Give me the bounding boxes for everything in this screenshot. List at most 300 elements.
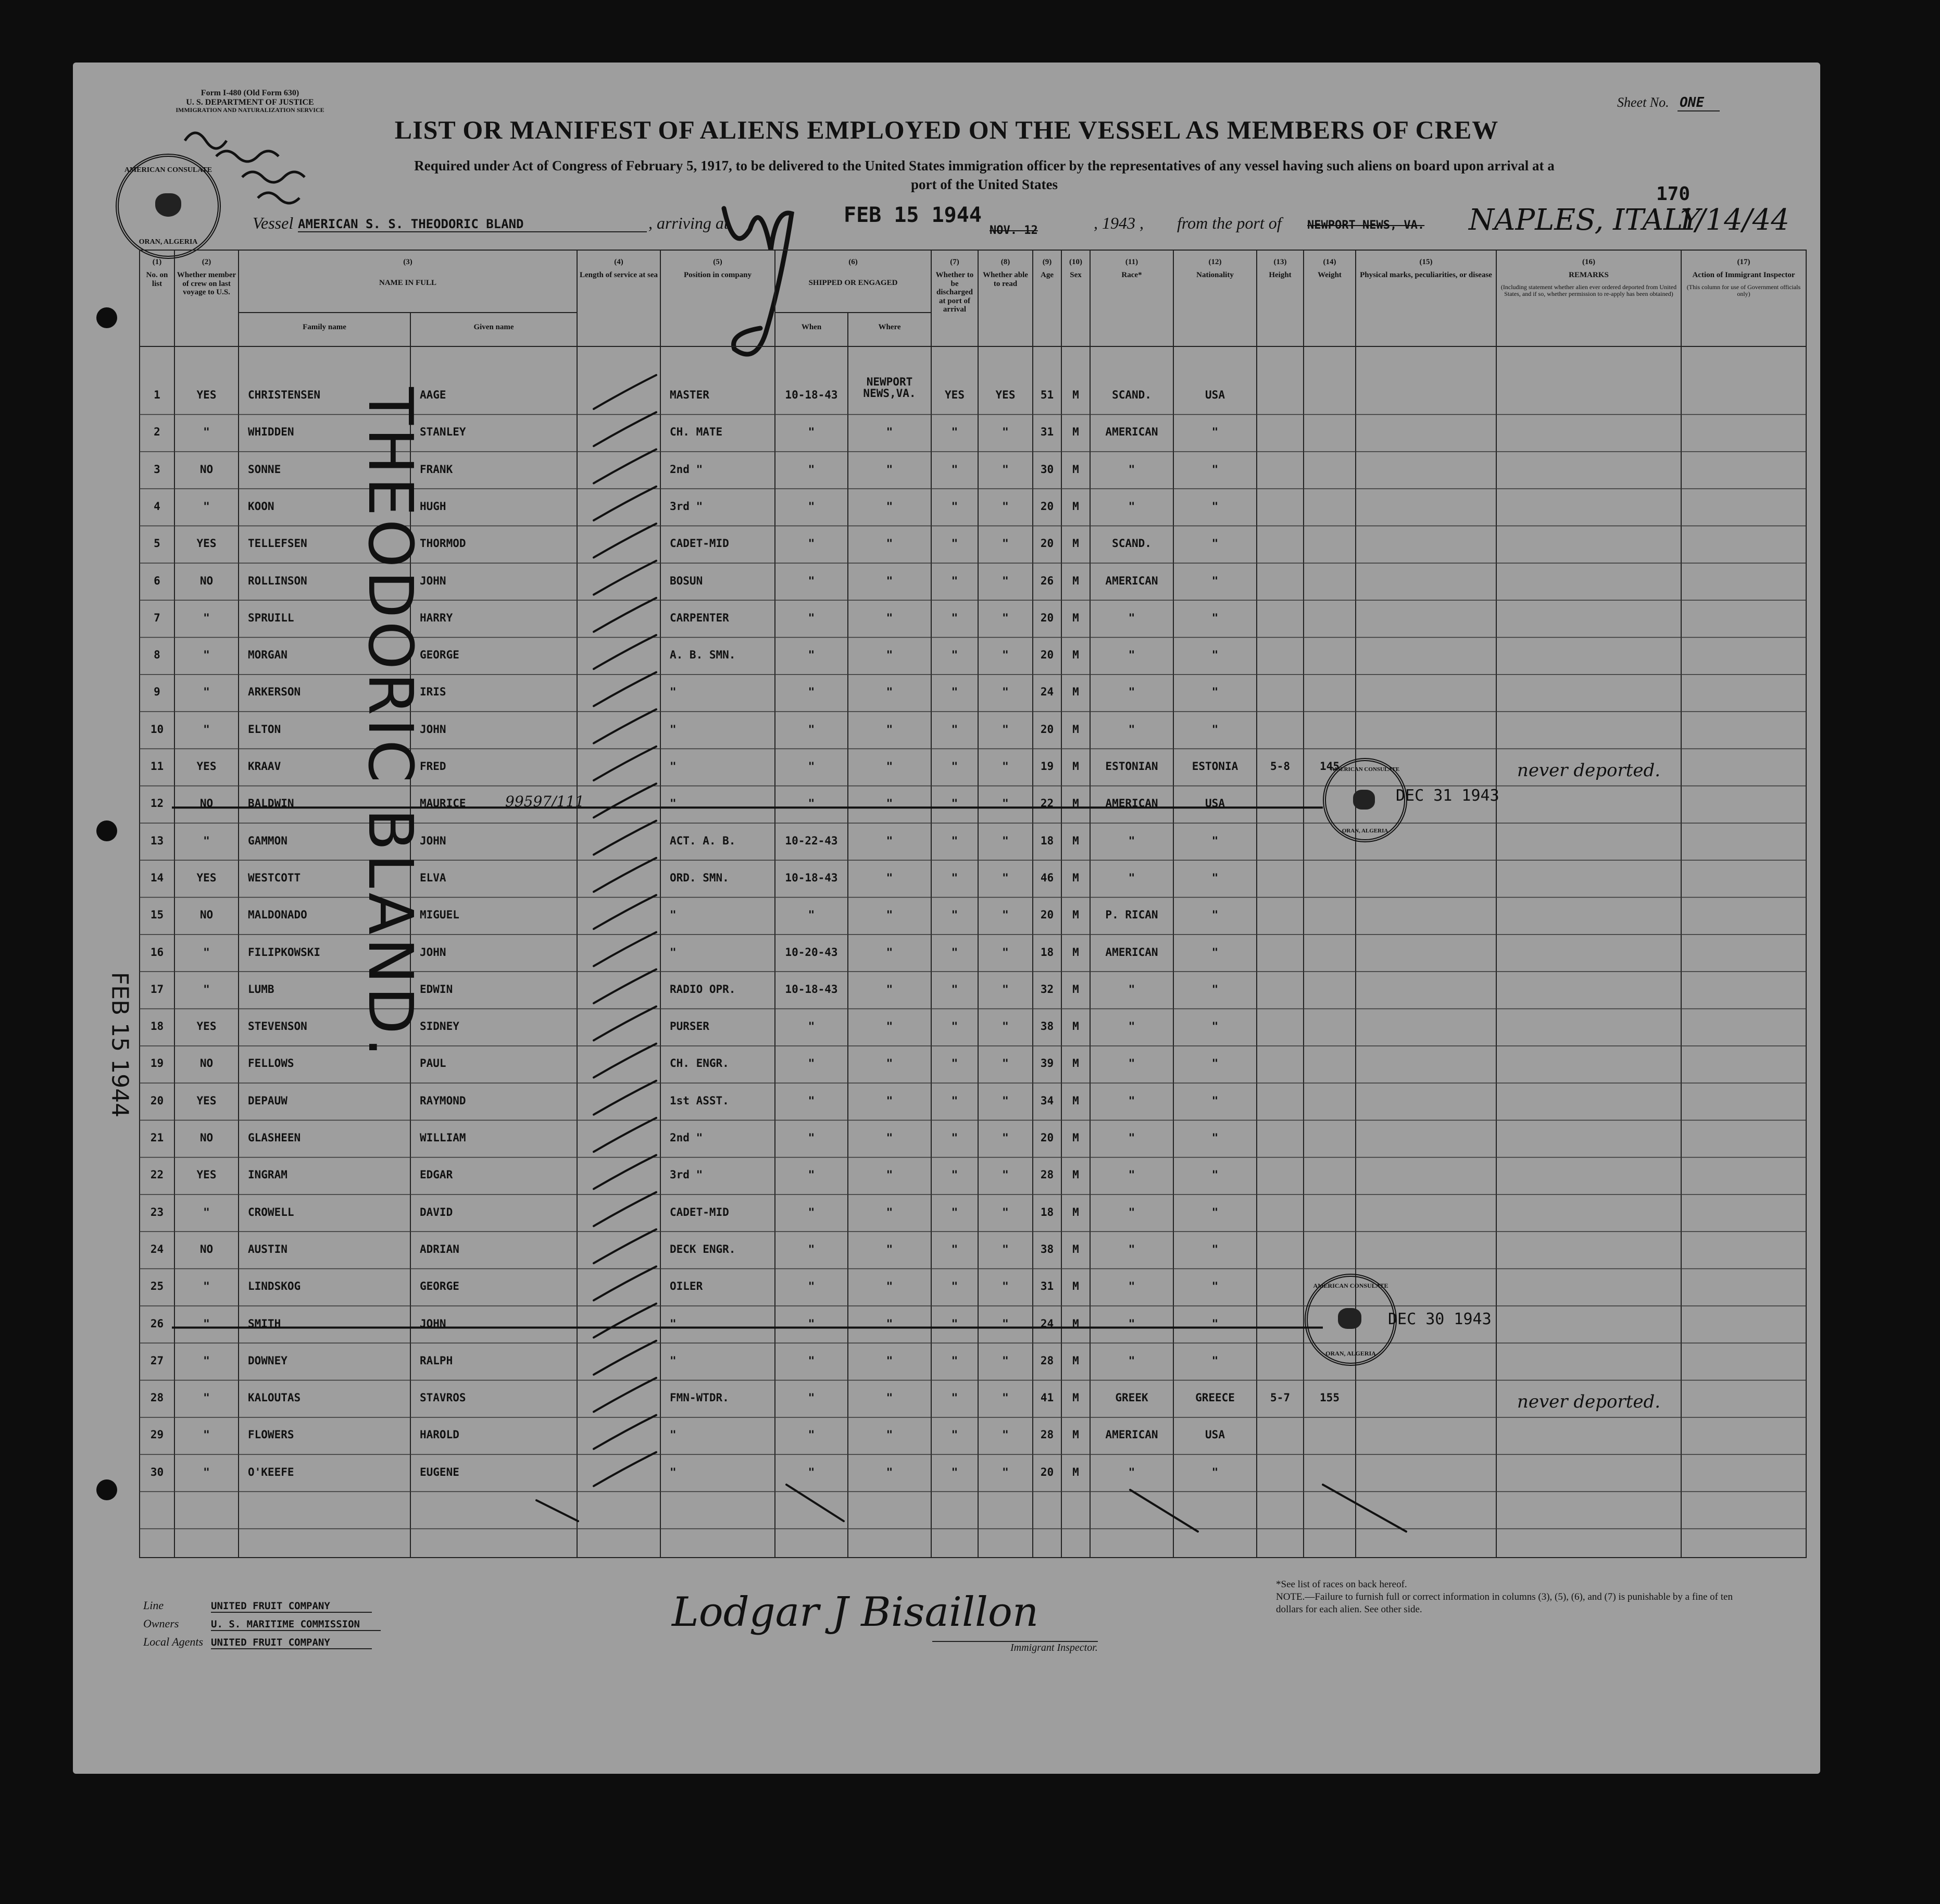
cell-sex: M [1072,1317,1079,1330]
cell-sex: M [1072,871,1079,884]
service-length-mark [594,1378,656,1412]
cell-race: " [1128,1020,1135,1033]
cell-disch: " [951,1057,958,1070]
cell-read: " [1002,1057,1009,1070]
column-subheader-c6b: Where [878,323,901,331]
cell-given: JOHN [420,574,446,587]
cell-prev: YES [196,537,217,550]
cell-no: 20 [150,1094,164,1107]
cell-disch: " [951,500,958,513]
cell-no: 22 [150,1168,164,1181]
cell-read: " [1002,1317,1009,1330]
service-length-mark [594,524,656,557]
cell-no: 18 [150,1020,164,1033]
cell-age: 28 [1040,1168,1054,1181]
cell-nat: " [1211,686,1219,699]
seal-bottom-text: ORAN, ALGERIA [139,238,198,246]
cell-no: 5 [154,537,160,550]
column-header-c14: Weight [1318,271,1342,279]
cell-disch: " [951,1168,958,1181]
column-header-c17: Action of Immigrant Inspector [1692,271,1795,279]
column-number: (16) [1582,258,1595,266]
page-title: LIST OR MANIFEST OF ALIENS EMPLOYED ON THE VESSEL AS MEMBERS OF CREW [394,115,1499,144]
column-number: (2) [202,258,211,266]
cell-race: SCAND. [1112,537,1152,550]
column-header-c5: Position in company [683,271,752,279]
cell-given: FRANK [420,463,453,476]
cell-when: " [808,797,815,810]
cell-family: DOWNEY [248,1354,287,1367]
cell-sex: M [1072,500,1079,513]
cell-when: " [808,1057,815,1070]
cell-age: 20 [1040,649,1054,662]
cell-given: EDGAR [420,1168,453,1181]
cell-given: WILLIAM [420,1131,466,1144]
cell-disch: " [951,723,958,736]
cell-age: 20 [1040,537,1054,550]
cell-when: " [808,723,815,736]
cell-pos: CARPENTER [670,611,729,624]
cell-family: KOON [248,500,274,513]
cell-read: YES [995,389,1016,401]
cell-sex: M [1072,834,1079,847]
service-length-mark [594,1118,656,1152]
cell-no: 15 [150,909,164,922]
cell-read: " [1002,1205,1009,1218]
cell-age: 22 [1040,797,1054,810]
cell-disch: " [951,1317,958,1330]
subtitle-line-1: Required under Act of Congress of February 5, 1917, to be delivered to the United States immigration officer by the representatives of any vessel having such aliens on board upon arrival at a [414,158,1555,173]
cell-family: WHIDDEN [248,426,294,439]
department: U. S. DEPARTMENT OF JUSTICE [186,97,314,107]
cell-family: LINDSKOG [248,1280,301,1293]
cell-prev: YES [196,1168,217,1181]
cell-disch: " [951,1131,958,1144]
cell-disch: " [951,1354,958,1367]
cell-given: HAROLD [420,1428,459,1441]
cell-where: " [886,1317,893,1330]
cell-age: 19 [1040,760,1054,773]
cell-remarks: never deported. [1517,760,1661,781]
cell-when: " [808,686,815,699]
cell-where: " [886,649,893,662]
cell-nat: " [1211,649,1219,662]
cell-given: IRIS [420,686,446,699]
cell-race: " [1128,834,1135,847]
cell-when: 10-18-43 [785,982,838,995]
cell-race: " [1128,649,1135,662]
cell-age: 20 [1040,723,1054,736]
year-text: , 1943 , [1094,214,1144,232]
cell-where: " [886,1428,893,1441]
cell-when: " [808,1428,815,1441]
cell-nat: " [1211,500,1219,513]
cell-nat: " [1211,426,1219,439]
cell-read: " [1002,834,1009,847]
cell-given: ADRIAN [420,1242,459,1255]
cell-family: FLOWERS [248,1428,294,1441]
cell-family: WESTCOTT [248,871,301,884]
column-header-c11: Race* [1121,271,1142,279]
cell-no: 26 [150,1317,164,1330]
cell-race: " [1128,463,1135,476]
sheet-no-value: ONE [1678,95,1720,111]
cell-prev: " [203,982,210,995]
service-length-mark [594,1304,656,1338]
cell-age: 24 [1040,686,1054,699]
cell-sex: M [1072,649,1079,662]
cell-where: " [886,1020,893,1033]
cell-age: 41 [1040,1391,1054,1404]
cell-height: 5-7 [1270,1391,1290,1404]
cell-race: SCAND. [1112,389,1152,401]
cell-sex: M [1072,1205,1079,1218]
cell-no: 9 [154,686,160,699]
footer-notes [1276,1578,1739,1615]
cell-given: GEORGE [420,1280,459,1293]
cell-pos: PURSER [670,1020,709,1033]
column-header-c16: REMARKS [1569,271,1609,279]
cell-given: RAYMOND [420,1094,466,1107]
cell-nat: " [1211,1168,1219,1181]
column-subheader-c6a: When [801,323,822,331]
column-number: (7) [950,258,959,266]
cell-no: 7 [154,611,160,624]
column-header-c13: Height [1269,271,1292,279]
cell-nat: " [1211,1354,1219,1367]
cell-given: AAGE [420,389,446,401]
cell-age: 20 [1040,1465,1054,1478]
cell-no: 4 [154,500,160,513]
cell-age: 26 [1040,574,1054,587]
vessel-name: AMERICAN S. S. THEODORIC BLAND [298,217,647,232]
column-header-c3: NAME IN FULL [379,279,436,287]
cell-given: DAVID [420,1205,453,1218]
cell-where: " [886,723,893,736]
cell-weight: 145 [1320,760,1340,773]
cell-read: " [1002,686,1009,699]
cell-given: MIGUEL [420,909,459,922]
cell-race: AMERICAN [1105,426,1158,439]
cell-sex: M [1072,909,1079,922]
penalty-note: NOTE.—Failure to furnish full or correct information in columns (3), (5), (6), and (7) is punishable by a fine of ten dollars for each alien. See other side. [1276,1591,1733,1615]
cell-when: " [808,1317,815,1330]
cell-no: 10 [150,723,164,736]
cell-family: GAMMON [248,834,287,847]
cell-prev: " [203,834,210,847]
cell-age: 39 [1040,1057,1054,1070]
cell-sex: M [1072,1057,1079,1070]
cell-nat: " [1211,611,1219,624]
column-subheader-c17: (This column for use of Government officials only) [1686,283,1801,298]
cell-family: MALDONADO [248,909,307,922]
cell-family: SONNE [248,463,281,476]
column-header-c6: SHIPPED OR ENGAGED [808,279,898,287]
cell-where: " [886,611,893,624]
cell-age: 46 [1040,871,1054,884]
cell-family: GLASHEEN [248,1131,301,1144]
cell-given: FRED [420,760,446,773]
cell-sex: M [1072,686,1079,699]
cell-when: " [808,1242,815,1255]
column-header-c12: Nationality [1196,271,1234,279]
cell-no: 3 [154,463,160,476]
cell-where: " [886,1094,893,1107]
cell-race: " [1128,982,1135,995]
cell-prev: YES [196,1094,217,1107]
cell-family: LUMB [248,982,274,995]
cell-disch: " [951,574,958,587]
column-header-c8: Whether able to read [983,271,1028,288]
cell-disch: " [951,945,958,959]
cell-pos: 3rd " [670,500,703,513]
cell-read: " [1002,649,1009,662]
cell-given: EUGENE [420,1465,459,1478]
cell-read: " [1002,909,1009,922]
cell-when: " [808,574,815,587]
cell-family: STEVENSON [248,1020,307,1033]
cell-no: 19 [150,1057,164,1070]
cell-where: " [886,1057,893,1070]
cell-no: 16 [150,945,164,959]
cell-where: " [886,1131,893,1144]
column-number: (4) [614,258,623,266]
cell-pos: RADIO OPR. [670,982,736,995]
cell-read: " [1002,426,1009,439]
cell-given: MAURICE [420,797,466,810]
cell-given: ELVA [420,871,446,884]
cell-pos: A. B. SMN. [670,649,736,662]
cell-race: " [1128,1057,1135,1070]
service-length-mark [594,821,656,855]
cell-sex: M [1072,1465,1079,1478]
subtitle-line-2: port of the United States [911,177,1058,193]
cell-when: 10-18-43 [785,871,838,884]
cell-sex: M [1072,1391,1079,1404]
cell-sex: M [1072,426,1079,439]
cell-disch: " [951,537,958,550]
cell-where: " [886,1465,893,1478]
cell-no: 25 [150,1280,164,1293]
line-label: Line [143,1599,164,1612]
cell-read: " [1002,1280,1009,1293]
cell-race: " [1128,1280,1135,1293]
cell-where: " [886,760,893,773]
consulate-stamp-2 [1305,1274,1397,1366]
cell-prev: " [203,686,210,699]
cell-disch: " [951,982,958,995]
cell-disch: YES [945,389,965,401]
cell-sex: M [1072,945,1079,959]
cell-when: " [808,1465,815,1478]
cell-when: " [808,649,815,662]
cell-where: " [886,1391,893,1404]
cell-family: KALOUTAS [248,1391,301,1404]
arriving-label: , arriving at [648,214,729,232]
column-number: (8) [1000,258,1010,266]
cell-read: " [1002,1428,1009,1441]
cell-pos: " [670,909,677,922]
line-value: UNITED FRUIT COMPANY [211,1600,372,1613]
closing-mark [536,1500,578,1521]
cell-family: ROLLINSON [248,574,307,587]
cell-given: GEORGE [420,649,459,662]
cell-family: ARKERSON [248,686,301,699]
cell-nat: " [1211,982,1219,995]
stamp-1-bottom-text: ORAN, ALGERIA [1342,828,1388,834]
cell-pos: 1st ASST. [670,1094,729,1107]
cell-given: SIDNEY [420,1020,459,1033]
cell-sex: M [1072,1131,1079,1144]
from-port-struck: NEWPORT NEWS, VA. [1307,219,1425,232]
cell-family: MORGAN [248,649,287,662]
cell-age: 31 [1040,1280,1054,1293]
cell-disch: " [951,426,958,439]
cell-pos: 2nd " [670,1131,703,1144]
cell-disch: " [951,834,958,847]
cell-race: P. RICAN [1105,909,1158,922]
column-subheader-c16: (Including statement whether alien ever ordered deported from United States, and if so, whether permission to re-apply has been obtained) [1500,283,1677,298]
cell-when: " [808,1205,815,1218]
agents-value: UNITED FRUIT COMPANY [211,1637,372,1649]
cell-race: " [1128,1354,1135,1367]
cell-no: 1 [154,389,160,401]
cell-age: 20 [1040,611,1054,624]
cell-nat: GREECE [1195,1391,1235,1404]
service-length-mark [594,1155,656,1189]
column-number: (9) [1042,258,1052,266]
cell-disch: " [951,686,958,699]
cell-family: FILIPKOWSKI [248,945,321,959]
closing-mark [1130,1490,1198,1532]
cell-nat: USA [1205,797,1225,810]
service-length-mark [594,1452,656,1486]
from-port-label: from the port of [1177,214,1282,232]
eagle-icon [1338,1308,1361,1329]
stamp-date-1: DEC 31 1943 [1396,787,1499,805]
service-length-mark [594,561,656,595]
cell-nat: " [1211,463,1219,476]
cell-nat: " [1211,1205,1219,1218]
service-length-mark [594,932,656,966]
cell-disch: " [951,1465,958,1478]
cell-read: " [1002,611,1009,624]
cell-read: " [1002,1391,1009,1404]
cell-race: " [1128,611,1135,624]
cell-disch: " [951,909,958,922]
cell-race: " [1128,1317,1135,1330]
cell-pos: DECK ENGR. [670,1242,736,1255]
from-port-handwritten: NAPLES, ITALY [1469,203,1700,237]
cell-where: " [886,463,893,476]
cell-nat: " [1211,537,1219,550]
service-length-mark [594,858,656,892]
column-header-c9: Age [1041,271,1054,279]
cell-prev: " [203,426,210,439]
cell-pos: " [670,686,677,699]
form-number: Form I-480 (Old Form 630) [201,89,299,97]
cell-nat: " [1211,1020,1219,1033]
cell-no: 27 [150,1354,164,1367]
cell-pos: " [670,1354,677,1367]
service-length-mark [594,672,656,706]
sheet-no-label: Sheet No. [1617,95,1669,110]
cell-given: RALPH [420,1354,453,1367]
eagle-icon [1353,790,1375,810]
cell-sex: M [1072,611,1079,624]
cell-nat: " [1211,1465,1219,1478]
cell-age: 30 [1040,463,1054,476]
cell-read: " [1002,1168,1009,1181]
service-length-mark [594,710,656,743]
cell-when: " [808,537,815,550]
cell-where: " [886,982,893,995]
cell-when: " [808,1094,815,1107]
service-length-mark [594,375,656,409]
cell-read: " [1002,982,1009,995]
service-length-mark [594,1266,656,1300]
cell-nat: " [1211,945,1219,959]
cell-sex: M [1072,1354,1079,1367]
service-length-mark [594,746,656,780]
cell-age: 20 [1040,909,1054,922]
cell-sex: M [1072,1094,1079,1107]
cell-no: 23 [150,1205,164,1218]
arrival-date-stamp: FEB 15 1944 [844,203,982,227]
cell-no: 2 [154,426,160,439]
cell-when: " [808,1280,815,1293]
cell-race: GREEK [1115,1391,1148,1404]
cell-age: 18 [1040,1205,1054,1218]
cell-read: " [1002,723,1009,736]
cell-disch: " [951,1242,958,1255]
cell-given: EDWIN [420,982,453,995]
cell-when: " [808,1391,815,1404]
cell-nat: " [1211,1242,1219,1255]
agents-label: Local Agents [143,1635,204,1648]
cell-race: " [1128,1205,1135,1218]
cell-pos: " [670,1428,677,1441]
cell-race: ESTONIAN [1105,760,1158,773]
cell-nat: " [1211,834,1219,847]
cell-when: " [808,909,815,922]
cell-sex: M [1072,797,1079,810]
cell-disch: " [951,760,958,773]
cell-pos: " [670,1465,677,1478]
cell-read: " [1002,1354,1009,1367]
cell-where: " [886,574,893,587]
column-number: (13) [1273,258,1287,266]
vessel-label: Vessel [253,214,294,232]
cell-no: 30 [150,1465,164,1478]
cell-pos: CH. MATE [670,426,723,439]
cell-race: " [1128,871,1135,884]
cell-no: 8 [154,649,160,662]
cell-nat: " [1211,909,1219,922]
column-number: (10) [1069,258,1082,266]
cell-where: " [886,945,893,959]
cell-read: " [1002,871,1009,884]
cell-when: " [808,611,815,624]
cell-where: " [886,871,893,884]
cell-where: " [886,1205,893,1218]
cell-given: STAVROS [420,1391,466,1404]
cell-disch: " [951,1391,958,1404]
cell-read: " [1002,574,1009,587]
cell-family: FELLOWS [248,1057,294,1070]
cell-when: " [808,760,815,773]
cell-pos: " [670,760,677,773]
